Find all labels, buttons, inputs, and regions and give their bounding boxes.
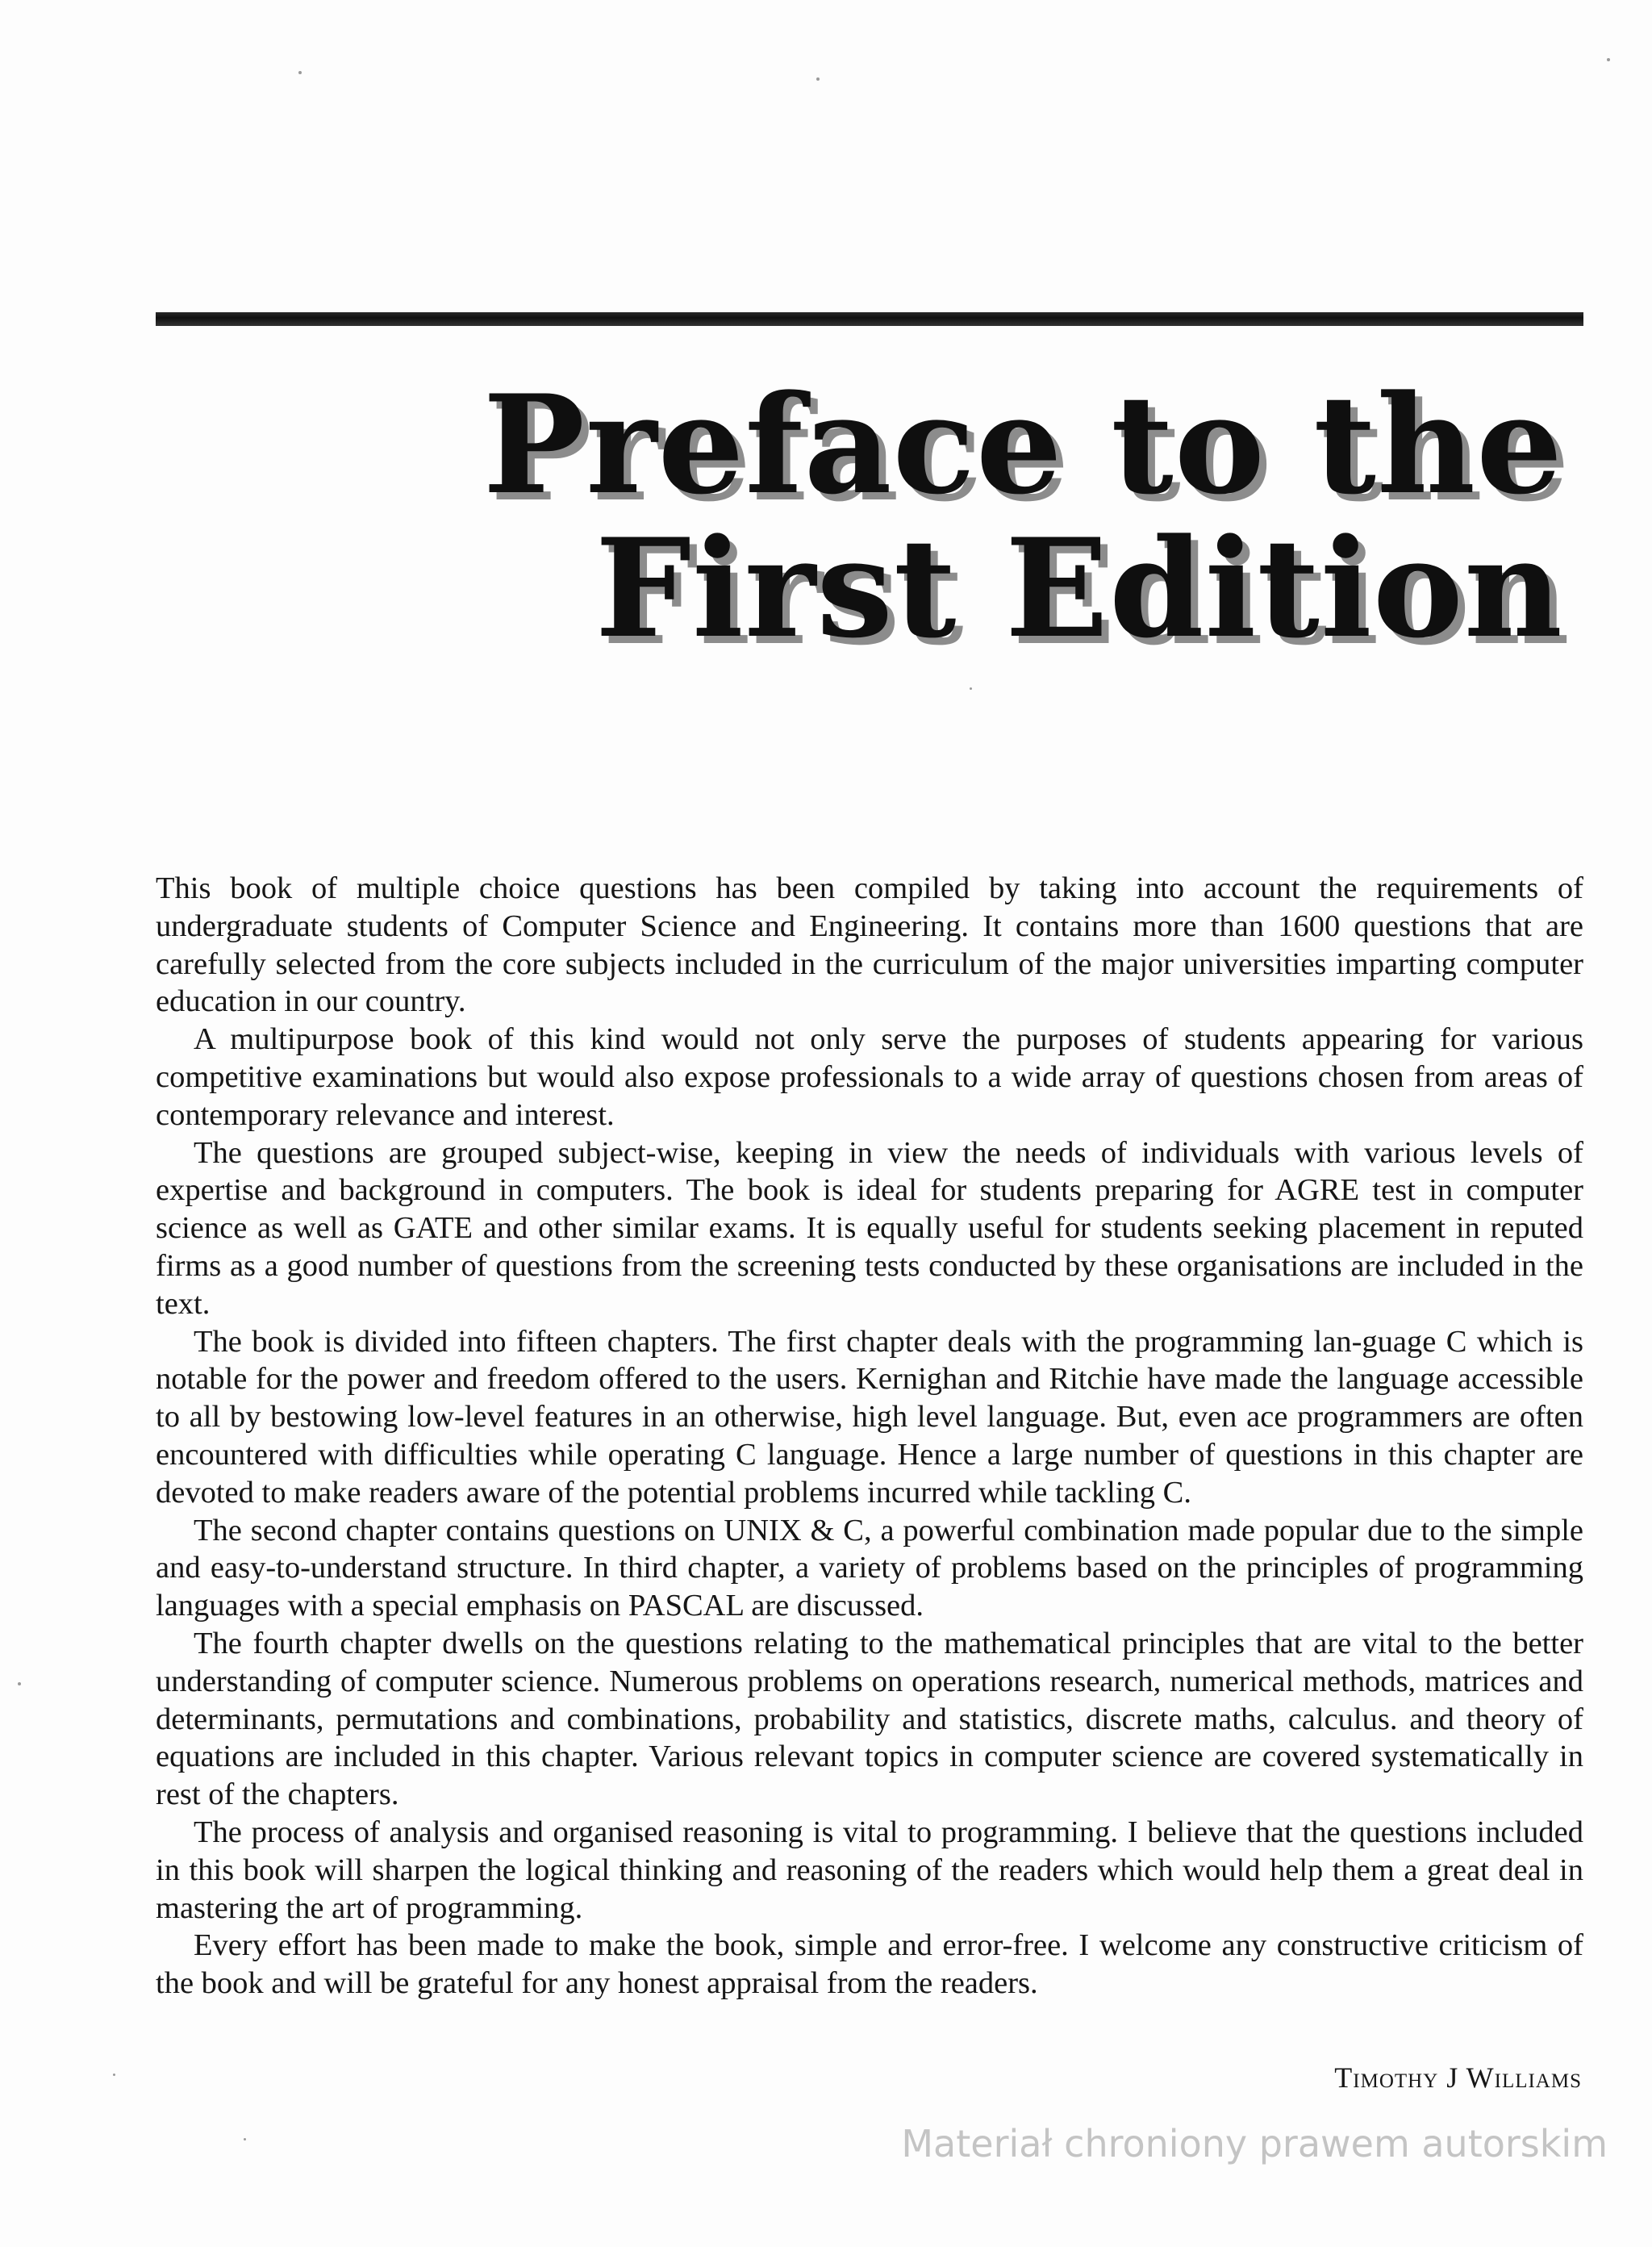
scan-speck [113, 2074, 115, 2076]
paragraph: The second chapter contains questions on UNIX & C, a powerful combination made popular due to the simple and easy-to-understand structure. In third chapter, a variety of problems based on the principles of programming languages with a special emphasis on PASCAL are discussed. [156, 1513, 1583, 1623]
scan-speck [18, 1682, 21, 1685]
author-signature: Timothy J Williams [1334, 2061, 1582, 2094]
preface-body [156, 870, 1583, 2003]
heading-rule [156, 312, 1583, 326]
paragraph: A multipurpose book of this kind would not only serve the purposes of students appearing for various competitive examinations but would also expose professionals to a wide array of questions chosen from areas of contemporary relevance and interest. [156, 1022, 1583, 1132]
title-line-2: First Edition [594, 508, 1563, 668]
paragraph: This book of multiple choice questions has been compiled by taking into account the requirements of undergraduate students of Computer Science and Engineering. It contains more than 1600 questions that are carefully selected from the core subjects included in the curriculum of the major universities imparting computer education in our country. [156, 871, 1583, 1019]
page-title [434, 365, 1563, 668]
scan-speck [970, 687, 972, 690]
scan-speck [298, 71, 302, 74]
paragraph: The fourth chapter dwells on the questions relating to the mathematical principles that are vital to the better understanding of computer science. Numerous problems on operations research, numerical methods, matrices and determinants, permutations and combinations, probability and statistics, discrete maths, calculus. and theory of equations are included in this chapter. Various relevant topics in computer science are covered systematically in rest of the chapters. [156, 1626, 1583, 1812]
scan-speck [244, 2138, 246, 2140]
scan-speck [1607, 58, 1610, 61]
paragraph: Every effort has been made to make the book, simple and error-free. I welcome any constructive criticism of the book and will be grateful for any honest appraisal from the readers. [156, 1928, 1583, 2001]
scan-speck [816, 77, 820, 81]
paragraph: The book is divided into fifteen chapters. The first chapter deals with the programming lan-guage C which is notable for the power and freedom offered to the users. Kernighan and Ritchie have made the language accessible to all by bestowing low-level features in an otherwise, high level language. But, even ace programmers are often encountered with difficulties while operating C language. Hence a large number of questions in this chapter are devoted to make readers aware of the potential problems incurred while tackling C. [156, 1324, 1583, 1510]
copyright-watermark: Materiał chroniony prawem autorskim [901, 2122, 1608, 2166]
title-line-1: Preface to the [482, 365, 1563, 524]
paragraph: The questions are grouped subject-wise, keeping in view the needs of individuals with various levels of expertise and background in computers. The book is ideal for students preparing for AGRE test in computer science as well as GATE and other similar exams. It is equally useful for students seeking placement in reputed firms as a good number of questions from the screening tests conducted by these organisations are included in the text. [156, 1135, 1583, 1321]
paragraph: The process of analysis and organised reasoning is vital to programming. I believe that the questions included in this book will sharpen the logical thinking and reasoning of the readers which would help them a great deal in mastering the art of programming. [156, 1815, 1583, 1925]
